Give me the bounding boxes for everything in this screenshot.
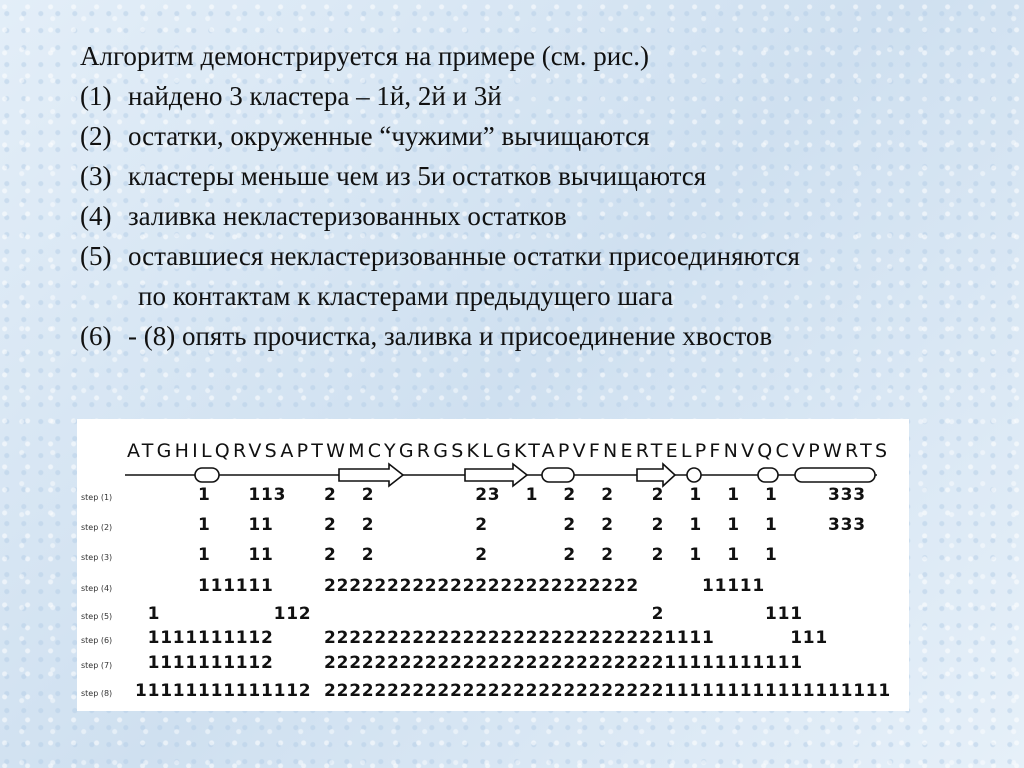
item-text: найдено 3 кластера – 1й, 2й и 3й	[128, 81, 502, 111]
cluster-number: 2	[500, 576, 513, 596]
cluster-number: 1	[248, 628, 261, 648]
cluster-number: 2	[601, 485, 614, 505]
strand-arrow-icon	[339, 464, 403, 486]
cluster-number: 2	[601, 681, 614, 701]
cluster-number: 1	[223, 653, 236, 673]
cluster-number: 2	[324, 628, 336, 648]
cluster-number: 1	[261, 545, 273, 565]
cluster-number: 2	[487, 681, 500, 701]
cluster-number: 1	[752, 576, 765, 596]
cluster-number: 1	[765, 653, 777, 673]
cluster-number: 2	[374, 653, 387, 673]
cluster-number: 1	[147, 681, 160, 701]
helix-icon	[758, 468, 778, 482]
cluster-number: 2	[487, 576, 500, 596]
step-row	[148, 653, 802, 673]
item-number: (1)	[80, 81, 112, 111]
cluster-number: 2	[475, 653, 488, 673]
cluster-number: 2	[651, 681, 664, 701]
cluster-number: 1	[727, 545, 740, 565]
cluster-number: 1	[878, 681, 891, 701]
cluster-number: 2	[550, 628, 563, 648]
step-label: step (7)	[81, 661, 113, 670]
step-row	[198, 515, 865, 535]
cluster-number: 2	[651, 485, 664, 505]
cluster-number: 1	[777, 653, 790, 673]
item-text: - (8) опять прочистка, заливка и присоединение хвостов	[128, 321, 773, 351]
list-item-continuation	[80, 276, 1010, 316]
cluster-number: 2	[613, 576, 626, 596]
cluster-number: 1	[727, 653, 740, 673]
cluster-number: 2	[349, 681, 362, 701]
cluster-number: 2	[500, 653, 513, 673]
cluster-number: 2	[588, 653, 601, 673]
cluster-number: 2	[525, 576, 538, 596]
cluster-number: 1	[739, 653, 752, 673]
cluster-number: 2	[324, 515, 336, 535]
step-row	[148, 628, 828, 648]
cluster-number: 2	[563, 653, 576, 673]
item-text: остатки, окруженные “чужими” вычищаются	[128, 121, 650, 151]
item-number: (6)	[80, 321, 112, 351]
item-number: (3)	[80, 161, 112, 191]
step-row	[198, 485, 865, 505]
cluster-number: 2	[324, 681, 336, 701]
cluster-number: 1	[172, 653, 185, 673]
item-number: (4)	[80, 201, 112, 231]
cluster-number: 1	[802, 628, 815, 648]
cluster-number: 1	[714, 681, 727, 701]
cluster-number: 2	[424, 628, 437, 648]
cluster-number: 2	[399, 576, 412, 596]
cluster-number: 1	[261, 515, 273, 535]
step-label: step (5)	[81, 612, 113, 621]
cluster-number: 2	[626, 681, 639, 701]
cluster-number: 2	[261, 628, 273, 648]
cluster-number: 2	[513, 653, 525, 673]
cluster-number: 1	[198, 545, 210, 565]
cluster-number: 1	[147, 628, 160, 648]
cluster-number: 2	[588, 681, 601, 701]
cluster-number: 2	[361, 681, 374, 701]
cluster-number: 2	[588, 576, 601, 596]
cluster-number: 2	[412, 576, 425, 596]
cluster-number: 2	[450, 628, 462, 648]
cluster-number: 2	[513, 628, 525, 648]
cluster-number: 2	[462, 628, 475, 648]
cluster-number: 2	[525, 653, 538, 673]
cluster-number: 2	[487, 653, 500, 673]
strand-arrow-icon	[637, 464, 675, 486]
cluster-number: 2	[298, 681, 311, 701]
cluster-number: 2	[324, 576, 336, 596]
cluster-number: 1	[689, 628, 702, 648]
step-labels	[81, 493, 112, 698]
cluster-number: 2	[462, 576, 475, 596]
cluster-number: 1	[865, 681, 878, 701]
sequence-text: ATGHILQRVSAPTWMCYGRGSKLGKTAPVFNERTELPFNVQCVPWRTS	[127, 440, 888, 462]
cluster-number: 1	[235, 576, 248, 596]
cluster-number: 1	[172, 628, 185, 648]
cluster-number: 2	[651, 515, 664, 535]
cluster-number: 1	[752, 681, 765, 701]
cluster-number: 1	[689, 545, 702, 565]
cluster-number: 1	[198, 485, 210, 505]
cluster-number: 2	[513, 681, 525, 701]
cluster-number: 1	[160, 628, 173, 648]
cluster-number: 1	[702, 628, 714, 648]
step-label: step (1)	[81, 493, 113, 502]
cluster-number: 2	[626, 576, 639, 596]
cluster-number: 2	[336, 628, 349, 648]
cluster-number: 3	[853, 485, 866, 505]
cluster-number: 2	[475, 576, 488, 596]
cluster-number: 2	[500, 681, 513, 701]
helix-icon	[795, 468, 875, 482]
cluster-number: 1	[248, 485, 261, 505]
item-text: оставшиеся некластеризованные остатки присоединяются	[128, 241, 800, 271]
cluster-number: 3	[828, 515, 840, 535]
cluster-number: 2	[550, 576, 563, 596]
cluster-number: 3	[840, 515, 853, 535]
cluster-number: 2	[525, 628, 538, 648]
cluster-number: 2	[450, 576, 462, 596]
cluster-number: 2	[399, 628, 412, 648]
cluster-figure	[77, 419, 909, 711]
cluster-number: 2	[361, 576, 374, 596]
cluster-number: 1	[739, 576, 752, 596]
cluster-number: 1	[689, 485, 702, 505]
list-item	[80, 316, 1010, 356]
cluster-number: 2	[601, 653, 614, 673]
list-item	[80, 156, 1010, 196]
cluster-number: 1	[702, 653, 714, 673]
cluster-number: 2	[475, 628, 488, 648]
cluster-number: 2	[298, 604, 311, 624]
helix-icon	[542, 468, 574, 482]
cluster-number: 2	[437, 628, 450, 648]
cluster-number: 1	[702, 681, 714, 701]
cluster-number: 1	[727, 576, 740, 596]
cluster-number: 2	[651, 604, 664, 624]
cluster-number: 2	[361, 653, 374, 673]
cluster-number: 1	[160, 681, 173, 701]
cluster-number: 1	[248, 515, 261, 535]
slide-text	[80, 36, 1010, 356]
helix-icon	[195, 468, 219, 482]
cluster-number: 1	[273, 681, 286, 701]
item-text: по контактам к кластерами предыдущего шага	[138, 281, 674, 311]
cluster-number: 3	[273, 485, 286, 505]
cluster-number: 2	[387, 628, 399, 648]
cluster-number: 1	[248, 681, 261, 701]
cluster-number: 2	[538, 681, 551, 701]
list-item	[80, 236, 1010, 276]
cluster-number: 2	[487, 628, 500, 648]
cluster-number: 2	[336, 681, 349, 701]
cluster-number: 2	[576, 576, 588, 596]
cluster-number: 2	[399, 681, 412, 701]
cluster-number: 1	[223, 576, 236, 596]
step-rows	[135, 485, 890, 701]
cluster-number: 1	[160, 653, 173, 673]
cluster-number: 2	[412, 628, 425, 648]
cluster-number: 2	[336, 576, 349, 596]
cluster-number: 2	[475, 681, 488, 701]
cluster-number: 2	[387, 576, 399, 596]
cluster-number: 2	[450, 681, 462, 701]
cluster-number: 2	[639, 628, 651, 648]
cluster-number: 1	[664, 653, 677, 673]
cluster-number: 1	[689, 653, 702, 673]
cluster-number: 2	[639, 681, 651, 701]
cluster-number: 2	[349, 576, 362, 596]
cluster-number: 1	[185, 681, 198, 701]
cluster-number: 2	[324, 653, 336, 673]
item-text: заливка некластеризованных остатков	[128, 201, 567, 231]
cluster-number: 1	[765, 485, 777, 505]
helix-icon	[687, 468, 701, 482]
cluster-number: 1	[525, 485, 538, 505]
cluster-number: 2	[387, 653, 399, 673]
cluster-number: 2	[601, 628, 614, 648]
cluster-number: 1	[210, 681, 223, 701]
cluster-number: 1	[790, 681, 803, 701]
cluster-number: 2	[601, 576, 614, 596]
step-label: step (2)	[81, 523, 113, 532]
cluster-number: 2	[563, 485, 576, 505]
cluster-number: 2	[563, 576, 576, 596]
cluster-number: 1	[727, 515, 740, 535]
cluster-number: 1	[790, 604, 803, 624]
cluster-number: 1	[286, 681, 299, 701]
cluster-number: 1	[248, 545, 261, 565]
step-row	[198, 576, 764, 596]
cluster-number: 2	[387, 681, 399, 701]
cluster-number: 2	[361, 515, 374, 535]
cluster-number: 1	[286, 604, 299, 624]
cluster-number: 2	[525, 681, 538, 701]
cluster-number: 1	[185, 653, 198, 673]
cluster-number: 3	[853, 515, 866, 535]
cluster-number: 2	[261, 653, 273, 673]
cluster-number: 1	[135, 681, 147, 701]
cluster-number: 1	[689, 515, 702, 535]
cluster-number: 2	[462, 681, 475, 701]
cluster-number: 2	[601, 515, 614, 535]
cluster-number: 2	[651, 545, 664, 565]
strand-arrow-icon	[465, 464, 527, 486]
cluster-number: 2	[613, 653, 626, 673]
cluster-number: 2	[361, 628, 374, 648]
cluster-number: 2	[361, 545, 374, 565]
cluster-number: 1	[210, 628, 223, 648]
cluster-number: 1	[727, 681, 740, 701]
cluster-number: 1	[198, 576, 210, 596]
cluster-number: 2	[538, 628, 551, 648]
cluster-number: 2	[424, 576, 437, 596]
cluster-number: 2	[613, 681, 626, 701]
cluster-number: 2	[550, 653, 563, 673]
cluster-number: 2	[563, 628, 576, 648]
cluster-number: 1	[248, 653, 261, 673]
cluster-number: 1	[815, 681, 828, 701]
cluster-number: 2	[513, 576, 525, 596]
cluster-number: 1	[676, 628, 689, 648]
cluster-number: 2	[563, 545, 576, 565]
cluster-number: 1	[689, 681, 702, 701]
cluster-number: 1	[248, 576, 261, 596]
cluster-number: 1	[198, 653, 210, 673]
cluster-number: 1	[235, 653, 248, 673]
list-item	[80, 76, 1010, 116]
cluster-number: 2	[563, 515, 576, 535]
cluster-number: 1	[261, 681, 273, 701]
list-item	[80, 196, 1010, 236]
cluster-number: 2	[374, 628, 387, 648]
cluster-number: 1	[273, 604, 286, 624]
cluster-number: 2	[437, 653, 450, 673]
cluster-number: 2	[412, 653, 425, 673]
cluster-number: 2	[576, 628, 588, 648]
item-number: (5)	[80, 241, 112, 271]
cluster-number: 2	[588, 628, 601, 648]
cluster-number: 2	[538, 576, 551, 596]
cluster-number: 1	[198, 681, 210, 701]
step-row	[135, 681, 890, 701]
cluster-number: 1	[664, 628, 677, 648]
cluster-number: 1	[853, 681, 866, 701]
cluster-number: 1	[765, 681, 777, 701]
cluster-number: 2	[613, 628, 626, 648]
cluster-number: 1	[739, 681, 752, 701]
cluster-number: 2	[361, 485, 374, 505]
cluster-number: 1	[223, 681, 236, 701]
cluster-number: 1	[223, 628, 236, 648]
cluster-number: 2	[399, 653, 412, 673]
cluster-number: 2	[424, 681, 437, 701]
sequence-letters	[127, 440, 887, 462]
cluster-number: 3	[828, 485, 840, 505]
cluster-number: 1	[815, 628, 828, 648]
cluster-number: 2	[550, 681, 563, 701]
step-row	[198, 545, 777, 565]
cluster-number: 1	[147, 653, 160, 673]
cluster-number: 2	[336, 653, 349, 673]
cluster-number: 3	[840, 485, 853, 505]
cluster-number: 2	[538, 653, 551, 673]
cluster-number: 1	[777, 604, 790, 624]
cluster-number: 2	[324, 545, 336, 565]
cluster-number: 3	[487, 485, 500, 505]
slide-title	[80, 36, 1010, 76]
cluster-number: 1	[752, 653, 765, 673]
step-label: step (6)	[81, 636, 113, 645]
cluster-number: 2	[651, 628, 664, 648]
cluster-number: 1	[714, 576, 727, 596]
cluster-number: 2	[424, 653, 437, 673]
cluster-number: 1	[714, 653, 727, 673]
cluster-number: 2	[639, 653, 651, 673]
cluster-number: 1	[840, 681, 853, 701]
secondary-structure	[125, 464, 877, 486]
cluster-number: 2	[475, 545, 488, 565]
step-label: step (4)	[81, 584, 113, 593]
cluster-number: 1	[828, 681, 840, 701]
cluster-number: 2	[576, 681, 588, 701]
cluster-number: 1	[664, 681, 677, 701]
cluster-number: 2	[437, 576, 450, 596]
cluster-number: 1	[147, 604, 160, 624]
cluster-number: 1	[765, 515, 777, 535]
cluster-number: 1	[172, 681, 185, 701]
cluster-number: 1	[210, 576, 223, 596]
cluster-number: 1	[765, 545, 777, 565]
cluster-number: 1	[235, 681, 248, 701]
cluster-number: 2	[374, 576, 387, 596]
cluster-number: 2	[475, 515, 488, 535]
cluster-number: 2	[462, 653, 475, 673]
cluster-number: 1	[765, 604, 777, 624]
cluster-number: 1	[727, 485, 740, 505]
cluster-number: 1	[235, 628, 248, 648]
cluster-number: 1	[790, 628, 803, 648]
step-label: step (3)	[81, 553, 113, 562]
list-item	[80, 116, 1010, 156]
cluster-number: 1	[198, 515, 210, 535]
cluster-number: 1	[261, 576, 273, 596]
cluster-number: 2	[475, 485, 488, 505]
cluster-number: 2	[450, 653, 462, 673]
cluster-number: 2	[601, 545, 614, 565]
cluster-number: 1	[676, 681, 689, 701]
item-number: (2)	[80, 121, 112, 151]
cluster-number: 2	[626, 653, 639, 673]
cluster-number: 2	[651, 653, 664, 673]
cluster-number: 2	[412, 681, 425, 701]
cluster-number: 2	[349, 628, 362, 648]
cluster-number: 1	[185, 628, 198, 648]
cluster-number: 2	[500, 628, 513, 648]
cluster-number: 1	[777, 681, 790, 701]
title-text: Алгоритм демонстрируется на примере (см. рис.)	[80, 41, 649, 71]
cluster-number: 2	[437, 681, 450, 701]
cluster-number: 1	[802, 681, 815, 701]
cluster-number: 2	[349, 653, 362, 673]
cluster-number: 1	[198, 628, 210, 648]
cluster-number: 2	[576, 653, 588, 673]
item-text: кластеры меньше чем из 5и остатков вычищаются	[128, 161, 707, 191]
step-label: step (8)	[81, 689, 113, 698]
step-row	[148, 604, 802, 624]
cluster-figure-svg	[77, 419, 909, 711]
cluster-number: 2	[324, 485, 336, 505]
cluster-number: 2	[374, 681, 387, 701]
cluster-number: 2	[626, 628, 639, 648]
cluster-number: 2	[563, 681, 576, 701]
cluster-number: 1	[702, 576, 714, 596]
cluster-number: 1	[210, 653, 223, 673]
cluster-number: 1	[261, 485, 273, 505]
cluster-number: 1	[790, 653, 803, 673]
cluster-number: 1	[676, 653, 689, 673]
